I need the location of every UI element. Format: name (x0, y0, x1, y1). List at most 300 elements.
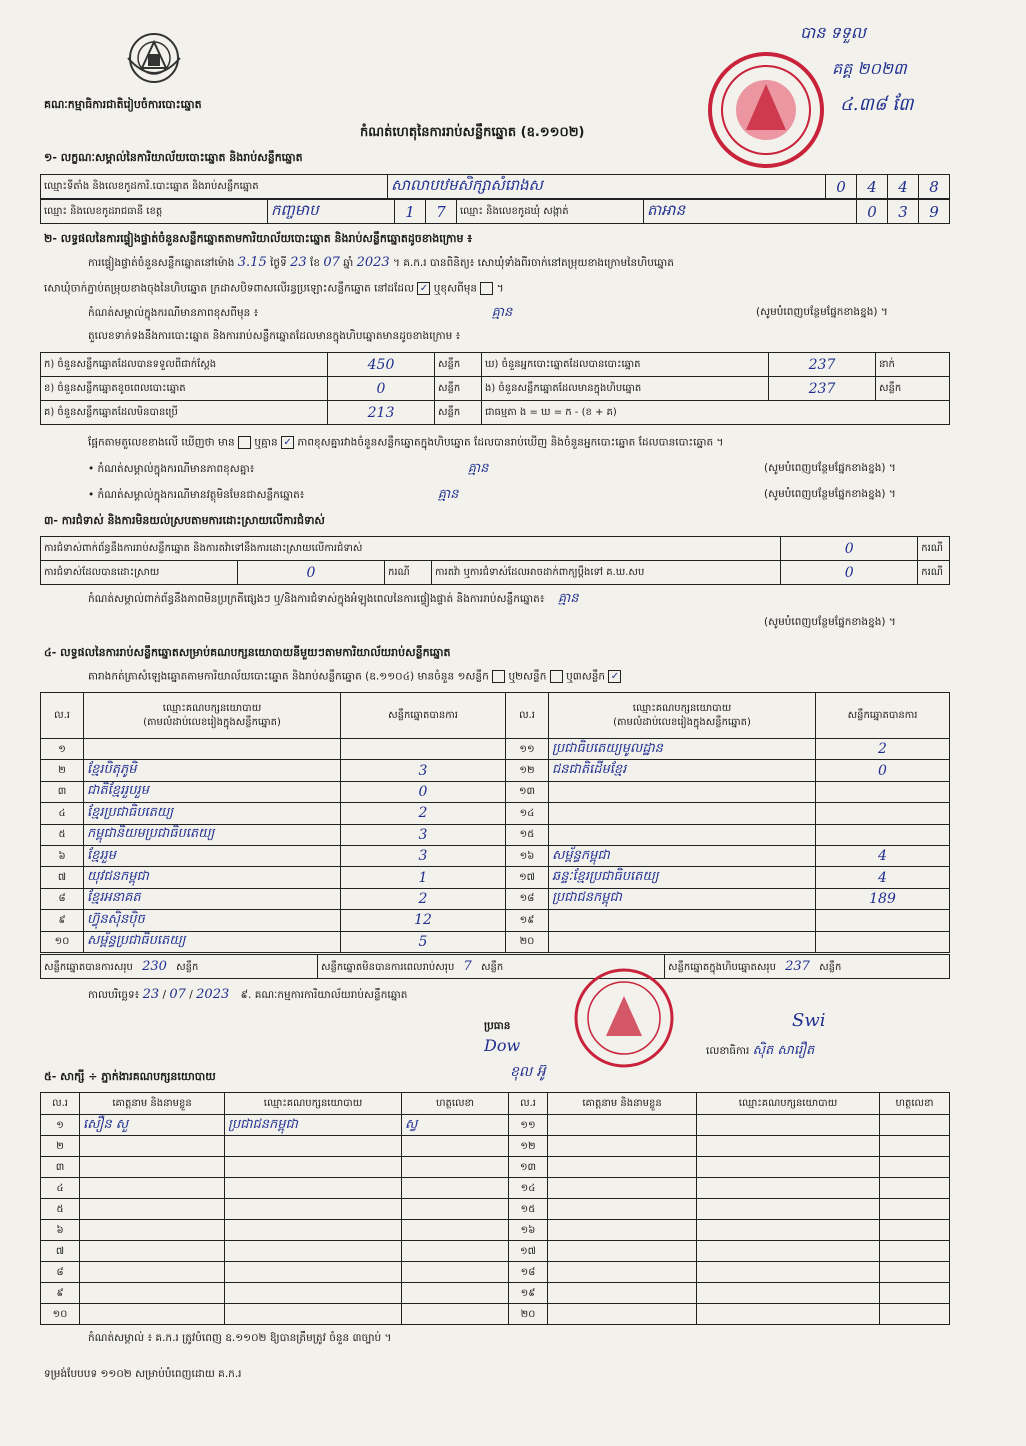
s4-intro-row (88, 670, 621, 684)
witness-col-name-right: គោត្តនាម និងនាមខ្លួន (548, 1093, 697, 1115)
witness-sign-left (402, 1304, 509, 1325)
witness-no-right: ១៨ (509, 1262, 548, 1283)
table-row (41, 1115, 950, 1136)
sum-invalid-label: សន្លឹកឆ្នោតមិនបានការពេលរាប់សរុប (321, 961, 455, 973)
vote-count-left: 5 (341, 931, 506, 952)
station-code-1: 0 (826, 175, 857, 199)
witness-sign-right (880, 1304, 950, 1325)
vote-count-left: 3 (341, 760, 506, 781)
witness-party-right (697, 1304, 880, 1325)
table-row (41, 1304, 950, 1325)
vote-count-left: 2 (341, 803, 506, 824)
note2-row (88, 462, 948, 476)
footnote: កំណត់សម្គាល់ ៖ គ.ក.រ ត្រូវបំពេញ ឧ.១១០២ ឱ្យបានត្រឹមត្រូវ ចំនួន ៣ច្បាប់ ។ (88, 1332, 392, 1344)
vote-count-right: 4 (816, 867, 950, 888)
result-row-a-value: 450 (328, 353, 435, 377)
vote-party-right (549, 910, 816, 931)
table-row (41, 1283, 950, 1304)
vote-party-right: សម្ព័ន្ធកម្ពុជា (549, 845, 816, 866)
objection-table (40, 536, 950, 585)
appeal-unit: ករណី (918, 561, 950, 585)
sum-valid-unit: សន្លឹក (176, 961, 199, 973)
chair-name: ខុល អ៊ូ (510, 1064, 546, 1080)
verification-line2-end: ។ (496, 282, 504, 295)
vote-no-left: ៤ (41, 803, 84, 824)
result-row-b-value: 0 (328, 377, 435, 401)
vote-no-left: ៩ (41, 910, 84, 931)
note1-row (88, 306, 948, 320)
sheet1-checkbox[interactable] (492, 670, 505, 683)
witness-party-left (225, 1199, 402, 1220)
vote-no-right: ១៧ (506, 867, 549, 888)
witness-col-party-left: ឈ្មោះគណបក្សនយោបាយ (225, 1093, 402, 1115)
witness-party-right (697, 1220, 880, 1241)
section5-heading: ៥- សាក្សី ÷ ភ្នាក់ងារគណបក្សនយោបាយ (44, 1070, 216, 1083)
witness-no-right: ១៦ (509, 1220, 548, 1241)
witness-col-party-right: ឈ្មោះគណបក្សនយោបាយ (697, 1093, 880, 1115)
vote-no-left: ៦ (41, 845, 84, 866)
witness-no-right: ១៤ (509, 1178, 548, 1199)
witness-party-left (225, 1262, 402, 1283)
station-code-4: 8 (919, 175, 950, 199)
table-row (41, 803, 950, 824)
vote-count-right (816, 931, 950, 952)
province-code-1: 1 (395, 200, 426, 224)
resolved-value: 0 (238, 561, 385, 585)
witness-party-right (697, 1241, 880, 1262)
secretary-row (706, 1044, 814, 1058)
table-row (41, 1136, 950, 1157)
province-value: កញ្ចមាប (268, 200, 395, 224)
witness-col-no-left: ល.រ (41, 1093, 80, 1115)
different-label: ឬខុសពីមុន (433, 282, 478, 295)
vote-count-right (816, 781, 950, 802)
section1-heading: ១- លក្ខណៈសម្គាល់នៃការិយាល័យបោះឆ្នោត និងរាប់សន្លឹកឆ្នោត (44, 151, 303, 164)
secretary-signature: Swi (792, 1010, 826, 1031)
s4-intro: តារាងកត់ត្រាសំឡេងឆ្នោតតាមការិយាល័យបោះឆ្នោត និងរាប់សន្លឹកឆ្នោត (ឧ.១១០៤) មានចំនួន ១សន្លឹក (88, 670, 489, 683)
note3-row (88, 488, 948, 502)
committee-label: ៩. គណៈកម្មការការិយាល័យរាប់សន្លឹកឆ្នោត (240, 989, 408, 1001)
vote-party-right (549, 781, 816, 802)
vote-count-left: 2 (341, 888, 506, 909)
sum-table (40, 954, 950, 979)
table-row (41, 781, 950, 802)
s3-note-row (88, 592, 948, 606)
witness-col-no-right: ល.រ (509, 1093, 548, 1115)
votes-col-no-left: ល.រ (41, 693, 84, 739)
table-row (41, 845, 950, 866)
vote-count-right: 4 (816, 845, 950, 866)
votes-col-party-right-sub: (តាមលំដាប់លេខរៀងក្នុងសន្លឹកឆ្នោត) (613, 716, 751, 728)
province-label: ឈ្មោះ និងលេខកូដរាជធានី ខេត្ត (41, 200, 268, 224)
station-code-3: 4 (888, 175, 919, 199)
stamp-note-line1: បាន ទទួល (800, 23, 867, 42)
commune-value: តាអាន (644, 200, 857, 224)
commune-code-2: 3 (888, 200, 919, 224)
vote-count-right: 0 (816, 760, 950, 781)
verification-text-c: ខែ (309, 257, 320, 269)
objection-value: 0 (781, 537, 918, 561)
vote-no-left: ២ (41, 760, 84, 781)
witness-party-left (225, 1136, 402, 1157)
table-row (41, 910, 950, 931)
result-intro: តួលេខទាក់ទងនឹងការបោះឆ្នោត និងការរាប់សន្លឹកឆ្នោតដែលមានក្នុងហិបឆ្នោតមានដូចខាងក្រោម ៖ (88, 330, 461, 342)
witness-name-left (80, 1136, 225, 1157)
note2-value: គ្មាន (467, 461, 489, 476)
witness-name-right (548, 1115, 697, 1136)
witness-no-right: ១២ (509, 1136, 548, 1157)
note1-label: កំណត់សម្គាល់ក្នុងករណីមានភាពខុសពីមុន ៖ (88, 307, 259, 319)
witness-party-right (697, 1262, 880, 1283)
vote-count-left: 3 (341, 845, 506, 866)
result-row-b-label: ខ) ចំនួនសន្លឹកឆ្នោតខូចពេលបោះឆ្នោត (41, 377, 328, 401)
votes-col-votes-right: សន្លឹកឆ្នោតបានការ (816, 693, 950, 739)
table-row (41, 1178, 950, 1199)
sum-invalid-value: 7 (463, 958, 472, 974)
table-row (41, 888, 950, 909)
s3-note-value: គ្មាន (557, 591, 579, 606)
witness-sign-right (880, 1220, 950, 1241)
result-row-a-label: ក) ចំនួនសន្លឹកឆ្នោតដែលបានទទួលពីជាក់ស្តែង (41, 353, 328, 377)
vote-count-left: 3 (341, 824, 506, 845)
result-row-e-value: 237 (769, 377, 876, 401)
vote-count-left: 0 (341, 781, 506, 802)
vote-party-right: ជនជាតិដើមខ្មែរ (549, 760, 816, 781)
station-table (40, 174, 950, 199)
province-code-2: 7 (426, 200, 457, 224)
station-label: ឈ្មោះទីតាំង និងលេខកូដការិ.បោះឆ្នោត និងរាប់សន្លឹកឆ្នោត (41, 175, 388, 199)
witness-party-left (225, 1241, 402, 1262)
witness-party-right (697, 1283, 880, 1304)
resolved-unit: ករណី (385, 561, 432, 585)
note1-hint: (សូមបំពេញបន្ថែមផ្នែកខាងខ្នង) ។ (756, 306, 888, 318)
witness-name-right (548, 1136, 697, 1157)
result-row-c-label: គ) ចំនួនសន្លឹកឆ្នោតដែលមិនបានប្រើ (41, 401, 328, 425)
commune-code-1: 0 (857, 200, 888, 224)
form-footer: ទម្រង់បែបបទ ១១០២ សម្រាប់បំពេញដោយ គ.ក.រ (44, 1368, 242, 1380)
votes-table (40, 692, 950, 953)
result-row-c-value: 213 (328, 401, 435, 425)
witness-party-left: ប្រជាជនកម្ពុជា (225, 1115, 402, 1136)
vote-party-right (549, 824, 816, 845)
witness-party-left (225, 1220, 402, 1241)
note3-label: • កំណត់សម្គាល់ក្នុងករណីមានវត្ថុមិនមែនជាសន្លឹកឆ្នោត៖ (88, 489, 305, 501)
vote-no-left: ៧ (41, 867, 84, 888)
section2-heading: ២- លទ្ធផលនៃការផ្ទៀងផ្ទាត់ចំនួនសន្លឹកឆ្នោតតាមការិយាល័យបោះឆ្នោត និងរាប់សន្លឹកឆ្នោតដូចខាងក្រោម ៖ (44, 232, 473, 245)
vote-no-right: ១៩ (506, 910, 549, 931)
same-checkbox[interactable]: ✓ (417, 282, 430, 295)
witness-sign-right (880, 1241, 950, 1262)
witness-no-left: ៩ (41, 1283, 80, 1304)
table-row (41, 1241, 950, 1262)
verification-text-b: ថ្ងៃទី (270, 257, 287, 269)
witness-sign-right (880, 1199, 950, 1220)
station-value: សាលាបឋមសិក្សាសំរោងស (388, 175, 826, 199)
stamp-note-line3: ៤.៣៨ ៣ែ (840, 94, 914, 115)
chair-label: ប្រធាន (484, 1020, 511, 1032)
vote-party-right: ប្រជាធិបតេយ្យមូលដ្ឋាន (549, 739, 816, 760)
witness-sign-left (402, 1220, 509, 1241)
vote-party-left: យុវជនកម្ពុជា (84, 867, 341, 888)
witness-name-left (80, 1220, 225, 1241)
official-stamp (706, 50, 826, 170)
witness-no-left: ៤ (41, 1178, 80, 1199)
sum-box-value: 237 (785, 958, 810, 974)
vote-no-right: ១២ (506, 760, 549, 781)
table-row (41, 931, 950, 952)
witness-no-right: ១៧ (509, 1241, 548, 1262)
witness-party-right (697, 1199, 880, 1220)
witness-sign-left (402, 1157, 509, 1178)
emblem-logo (118, 28, 190, 92)
note1-value: គ្មាន (491, 305, 513, 320)
sum-valid-label: សន្លឹកឆ្នោតបានការសរុប (44, 961, 133, 973)
commune-label: ឈ្មោះ និងលេខកូដឃុំ សង្កាត់ (457, 200, 644, 224)
sum-box-cell (665, 955, 950, 979)
vote-no-right: ១៣ (506, 781, 549, 802)
witness-no-left: ៣ (41, 1157, 80, 1178)
vote-no-right: ១១ (506, 739, 549, 760)
witness-name-right (548, 1304, 697, 1325)
witness-name-right (548, 1283, 697, 1304)
witness-party-right (697, 1157, 880, 1178)
vote-party-left: ខ្មែរបិតុភូមិ (84, 760, 341, 781)
witness-sign-left (402, 1178, 509, 1199)
witness-name-right (548, 1178, 697, 1199)
date-row: កាលបរិច្ឆេទ៖ 23 / 07 / 2023 ៩. គណៈកម្មការការិយាល័យរាប់សន្លឹកឆ្នោត (88, 987, 408, 1002)
votes-col-party-right (549, 693, 816, 739)
vote-count-right (816, 910, 950, 931)
s3-note-hint: (សូមបំពេញបន្ថែមផ្នែកខាងខ្នង) ។ (764, 616, 896, 628)
witness-name-left (80, 1304, 225, 1325)
verification-line1 (88, 256, 674, 270)
witness-party-right (697, 1136, 880, 1157)
witness-sign-left (402, 1283, 509, 1304)
witness-sign-right (880, 1157, 950, 1178)
vote-no-right: ១៥ (506, 824, 549, 845)
vote-party-left: ជាតិខ្មែររួបរួម (84, 781, 341, 802)
sheet3-checkbox[interactable]: ✓ (608, 670, 621, 683)
sheet3-label: ឬ៣សន្លឹក (566, 670, 606, 683)
vote-party-right (549, 803, 816, 824)
witness-col-sign-left: ហត្ថលេខា (402, 1093, 509, 1115)
table-row (41, 760, 950, 781)
witness-table (40, 1092, 950, 1325)
vote-count-right: 2 (816, 739, 950, 760)
witness-name-right (548, 1220, 697, 1241)
witness-no-left: ១ (41, 1115, 80, 1136)
witness-no-left: ៦ (41, 1220, 80, 1241)
witness-no-left: ១០ (41, 1304, 80, 1325)
vote-count-right (816, 824, 950, 845)
secretary-name: ស៊ិត សារឿត (752, 1043, 815, 1058)
result-table (40, 352, 950, 425)
station-code-2: 4 (857, 175, 888, 199)
note2-hint: (សូមបំពេញបន្ថែមផ្នែកខាងខ្នង) ។ (764, 462, 896, 474)
witness-sign-right (880, 1262, 950, 1283)
sum-box-label: សន្លឹកឆ្នោតក្នុងហិបឆ្នោតសរុប (668, 961, 776, 973)
vote-no-left: ១ (41, 739, 84, 760)
verification-month: 07 (323, 255, 340, 270)
witness-name-left (80, 1283, 225, 1304)
witness-sign-right (880, 1115, 950, 1136)
result-row-d-label: ឃ) ចំនួនអ្នកបោះឆ្នោតដែលបានបោះឆ្នោត (482, 353, 769, 377)
table-row (41, 1199, 950, 1220)
sum-box-unit: សន្លឹក (819, 961, 842, 973)
witness-no-right: ២០ (509, 1304, 548, 1325)
votes-col-no-right: ល.រ (506, 693, 549, 739)
result-formula: ជាធម្មតា ង = ឃ = ក - (ខ + គ) (482, 401, 950, 425)
vote-party-right: ឆន្ទៈខ្មែរប្រជាធិបតេយ្យ (549, 867, 816, 888)
witness-party-right (697, 1178, 880, 1199)
witness-no-right: ១១ (509, 1115, 548, 1136)
verification-year: 2023 (356, 255, 390, 270)
secretary-label: លេខាធិការ (706, 1045, 750, 1057)
witness-no-left: ៨ (41, 1262, 80, 1283)
committee-stamp (572, 966, 676, 1070)
witness-party-left (225, 1283, 402, 1304)
result-row-d-unit: នាក់ (876, 353, 950, 377)
compare-text2: ភាពខុសគ្នារវាងចំនួនសន្លឹកឆ្នោតក្នុងហិបឆ្នោត ដែលបានរាប់ឃើញ និងចំនួនអ្នកបោះឆ្នោត ដែលបានបោះឆ្នោត ។ (297, 436, 724, 449)
votes-col-party-left-sub: (តាមលំដាប់លេខរៀងក្នុងសន្លឹកឆ្នោត) (143, 716, 281, 728)
sheet2-checkbox[interactable] (550, 670, 563, 683)
witness-name-left: សឿន សួ (80, 1115, 225, 1136)
witness-sign-left (402, 1262, 509, 1283)
verification-text-a: ការផ្ទៀងផ្ទាត់ចំនួនសន្លឹកឆ្នោតនៅម៉ោង (88, 257, 235, 269)
section3-heading: ៣- ការជំទាស់ និងការមិនយល់ស្របតាមការដោះស្រាយលើការជំទាស់ (44, 514, 325, 527)
compare-none-label: ឬគ្មាន (254, 436, 278, 449)
result-row-c-unit: សន្លឹក (435, 401, 482, 425)
votes-col-party-left (84, 693, 341, 739)
witness-party-left (225, 1178, 402, 1199)
vote-party-left: សម្ព័ន្ធប្រជាធិបតេយ្យ (84, 931, 341, 952)
witness-name-right (548, 1157, 697, 1178)
result-row-e-label: ង) ចំនួនសន្លឹកឆ្នោតដែលមានក្នុងហិបឆ្នោត (482, 377, 769, 401)
objection-label: ការជំទាស់ពាក់ព័ន្ធនឹងការរាប់សន្លឹកឆ្នោត និងការតវ៉ាទៅនឹងការដោះស្រាយលើការជំទាស់ (41, 537, 781, 561)
witness-name-left (80, 1241, 225, 1262)
witness-sign-right (880, 1283, 950, 1304)
note3-value: គ្មាន (437, 487, 459, 502)
commune-code-3: 9 (919, 200, 950, 224)
vote-party-left: ហ៊្វុនស៊ិនប៉ិច (84, 910, 341, 931)
s3-note-label: កំណត់សម្គាល់ពាក់ព័ន្ធនឹងភាពមិនប្រក្រតីផ្សេងៗ ឬ/និងការជំទាស់ក្នុងអំឡុងពេលនៃការផ្ទៀងផ្ទាត់ និងការរាប់សន្លឹកឆ្នោត៖ (88, 593, 545, 605)
witness-col-name-left: គោត្តនាម និងនាមខ្លួន (80, 1093, 225, 1115)
vote-no-left: ១០ (41, 931, 84, 952)
witness-party-left (225, 1157, 402, 1178)
vote-party-right (549, 931, 816, 952)
witness-party-left (225, 1304, 402, 1325)
witness-no-left: ២ (41, 1136, 80, 1157)
chair-signature: Dow (484, 1036, 521, 1055)
vote-count-right (816, 803, 950, 824)
result-row-b-unit: សន្លឹក (435, 377, 482, 401)
date-label: កាលបរិច្ឆេទ៖ (88, 989, 140, 1001)
witness-no-left: ៧ (41, 1241, 80, 1262)
vote-no-left: ៣ (41, 781, 84, 802)
votes-col-votes-left: សន្លឹកឆ្នោតបានការ (341, 693, 506, 739)
note3-hint: (សូមបំពេញបន្ថែមផ្នែកខាងខ្នង) ។ (764, 488, 896, 500)
votes-col-party-left-title: ឈ្មោះគណបក្សនយោបាយ (162, 702, 262, 714)
result-row-d-value: 237 (769, 353, 876, 377)
witness-no-right: ១៣ (509, 1157, 548, 1178)
witness-col-sign-right: ហត្ថលេខា (880, 1093, 950, 1115)
result-row-e-unit: សន្លឹក (876, 377, 950, 401)
sheet2-label: ឬ២សន្លឹក (508, 670, 547, 683)
witness-name-left (80, 1262, 225, 1283)
table-row (41, 867, 950, 888)
appeal-label: ការតវ៉ា ឬការជំទាស់ដែលអាចដាក់ពាក្យប្តឹងទៅ គ.ឃ.សប (432, 561, 781, 585)
no-difference-checkbox[interactable]: ✓ (281, 436, 294, 449)
date-month: 07 (169, 987, 186, 1002)
witness-sign-left: ស្វ (402, 1115, 509, 1136)
date-year: 2023 (196, 987, 230, 1002)
different-checkbox[interactable] (480, 282, 493, 295)
sum-valid-cell (41, 955, 318, 979)
verification-line2-text: សោឃុំចាក់ភ្ជាប់តម្រុយខាងចុងនៃហិបឆ្នោត ក្រដាសបិទពាសលើរន្ធប្រឡោះសន្លឹកឆ្នោត នៅដដែល (44, 282, 415, 295)
vote-party-left (84, 739, 341, 760)
table-row (41, 824, 950, 845)
vote-party-left: ខ្មែរអនាគត (84, 888, 341, 909)
objection-unit: ករណី (918, 537, 950, 561)
compare-row (88, 436, 723, 450)
section4-heading: ៤- លទ្ធផលនៃការរាប់សន្លឹកឆ្នោតសម្រាប់គណបក្សនយោបាយនីមួយៗតាមការិយាល័យរាប់សន្លឹកឆ្នោត (44, 646, 451, 659)
appeal-value: 0 (781, 561, 918, 585)
vote-count-left: 1 (341, 867, 506, 888)
vote-count-right: 189 (816, 888, 950, 909)
note2-label: • កំណត់សម្គាល់ក្នុងករណីមានភាពខុសគ្នា៖ (88, 463, 255, 475)
sum-valid-value: 230 (142, 958, 167, 974)
verification-hour: 3.15 (237, 255, 267, 270)
table-row (41, 1262, 950, 1283)
province-table (40, 199, 950, 224)
document-title: កំណត់ហេតុនៃការរាប់សន្លឹកឆ្នោត (ឧ.១១០២) (360, 125, 585, 140)
has-difference-checkbox[interactable] (238, 436, 251, 449)
vote-party-left: កម្ពុជានិយមប្រជាធិបតេយ្យ (84, 824, 341, 845)
witness-name-left (80, 1157, 225, 1178)
vote-party-left: ខ្មែរប្រជាធិបតេយ្យ (84, 803, 341, 824)
witness-name-left (80, 1199, 225, 1220)
witness-sign-right (880, 1136, 950, 1157)
votes-col-party-right-title: ឈ្មោះគណបក្សនយោបាយ (632, 702, 732, 714)
vote-party-left: ខ្មែររួម (84, 845, 341, 866)
verification-day: 23 (290, 255, 307, 270)
witness-sign-left (402, 1199, 509, 1220)
vote-no-right: ២០ (506, 931, 549, 952)
witness-name-right (548, 1241, 697, 1262)
table-row (41, 1157, 950, 1178)
witness-name-right (548, 1199, 697, 1220)
table-row (41, 1220, 950, 1241)
witness-sign-left (402, 1241, 509, 1262)
sum-invalid-unit: សន្លឹក (480, 961, 504, 973)
vote-count-left (341, 739, 506, 760)
result-row-a-unit: សន្លឹក (435, 353, 482, 377)
witness-name-right (548, 1262, 697, 1283)
witness-sign-right (880, 1178, 950, 1199)
verification-text-d: ឆ្នាំ (343, 257, 354, 269)
date-day: 23 (142, 987, 160, 1002)
vote-count-left: 12 (341, 910, 506, 931)
witness-party-right (697, 1115, 880, 1136)
witness-no-right: ១៥ (509, 1199, 548, 1220)
witness-sign-left (402, 1136, 509, 1157)
witness-name-left (80, 1178, 225, 1199)
verification-line2 (44, 282, 504, 296)
table-row (41, 739, 950, 760)
vote-no-right: ១៦ (506, 845, 549, 866)
witness-no-left: ៥ (41, 1199, 80, 1220)
vote-no-right: ១៤ (506, 803, 549, 824)
